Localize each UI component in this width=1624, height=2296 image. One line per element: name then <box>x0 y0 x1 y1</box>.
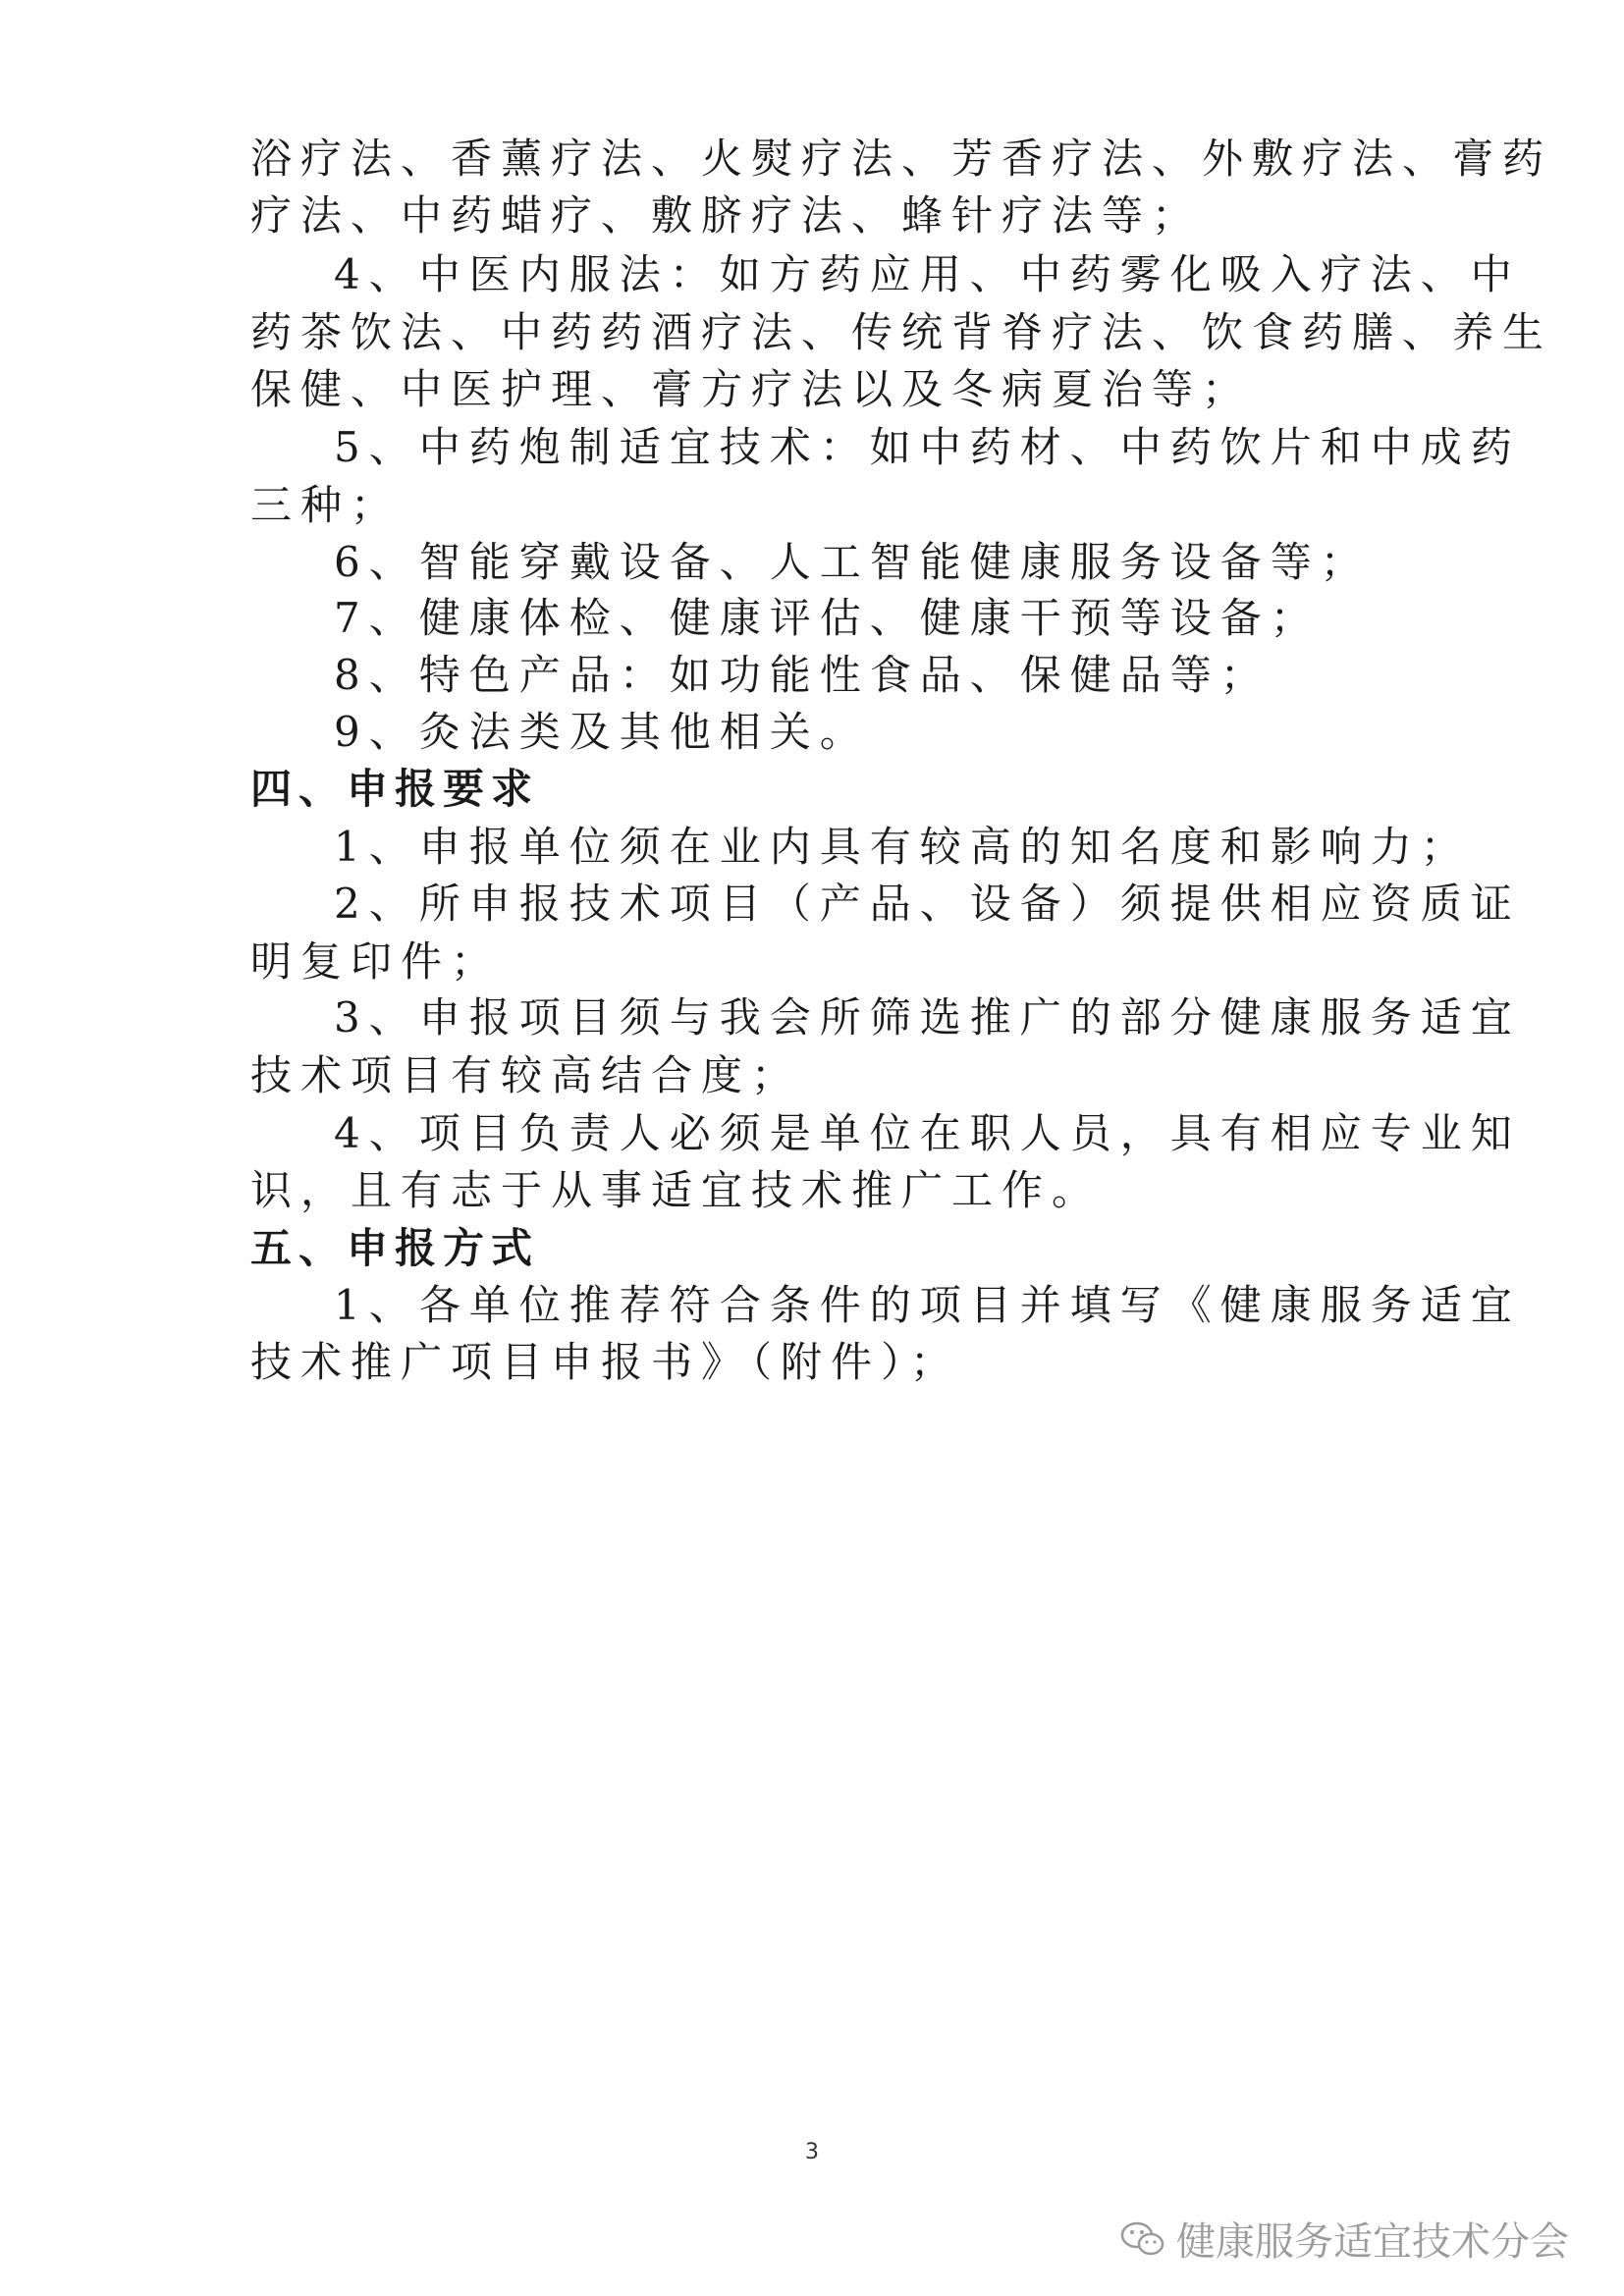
section-heading: 四、申报要求 <box>250 765 540 813</box>
text-line: 技术推广项目申报书》（附件）； <box>250 1338 961 1386</box>
section-heading: 五、申报方式 <box>250 1224 540 1272</box>
text-line: 4、项目负责人必须是单位在职人员，具有相应专业知 <box>334 1109 1521 1157</box>
watermark-text: 健康服务适宜技术分会 <box>1176 2219 1569 2265</box>
text-line: 保健、中医护理、膏方疗法以及冬病夏治等； <box>250 365 1253 413</box>
text-line: 1、申报单位须在业内具有较高的知名度和影响力； <box>334 823 1471 871</box>
text-line: 7、健康体检、健康评估、健康干预等设备； <box>334 594 1321 642</box>
text-line: 三种； <box>250 481 402 529</box>
text-line: 6、智能穿戴设备、人工智能健康服务设备等； <box>334 538 1371 586</box>
text-line: 8、特色产品：如功能性食品、保健品等； <box>334 651 1271 699</box>
text-line: 疗法、中药蜡疗、敷脐疗法、蜂针疗法等； <box>250 191 1203 240</box>
text-line: 9、灸法类及其他相关。 <box>334 708 870 756</box>
wechat-icon <box>1119 2219 1166 2259</box>
text-line: 1、各单位推荐符合条件的项目并填写《健康服务适宜 <box>334 1281 1521 1329</box>
text-line: 3、申报项目须与我会所筛选推广的部分健康服务适宜 <box>334 993 1521 1041</box>
text-line: 技术项目有较高结合度； <box>250 1051 802 1099</box>
text-line: 5、中药炮制适宜技术：如中药材、中药饮片和中成药 <box>334 423 1521 471</box>
text-line: 浴疗法、香薰疗法、火熨疗法、芳香疗法、外敷疗法、膏药 <box>250 134 1553 183</box>
text-line: 药茶饮法、中药药酒疗法、传统背脊疗法、饮食药膳、养生 <box>250 308 1553 356</box>
text-line: 2、所申报技术项目（产品、设备）须提供相应资质证 <box>334 880 1521 928</box>
page-number: 3 <box>805 2140 819 2164</box>
text-line: 明复印件； <box>250 937 502 986</box>
text-line: 识，且有志于从事适宜技术推广工作。 <box>250 1166 1103 1214</box>
watermark <box>1119 2211 1569 2267</box>
text-line: 4、中医内服法：如方药应用、中药雾化吸入疗法、中 <box>334 250 1521 298</box>
